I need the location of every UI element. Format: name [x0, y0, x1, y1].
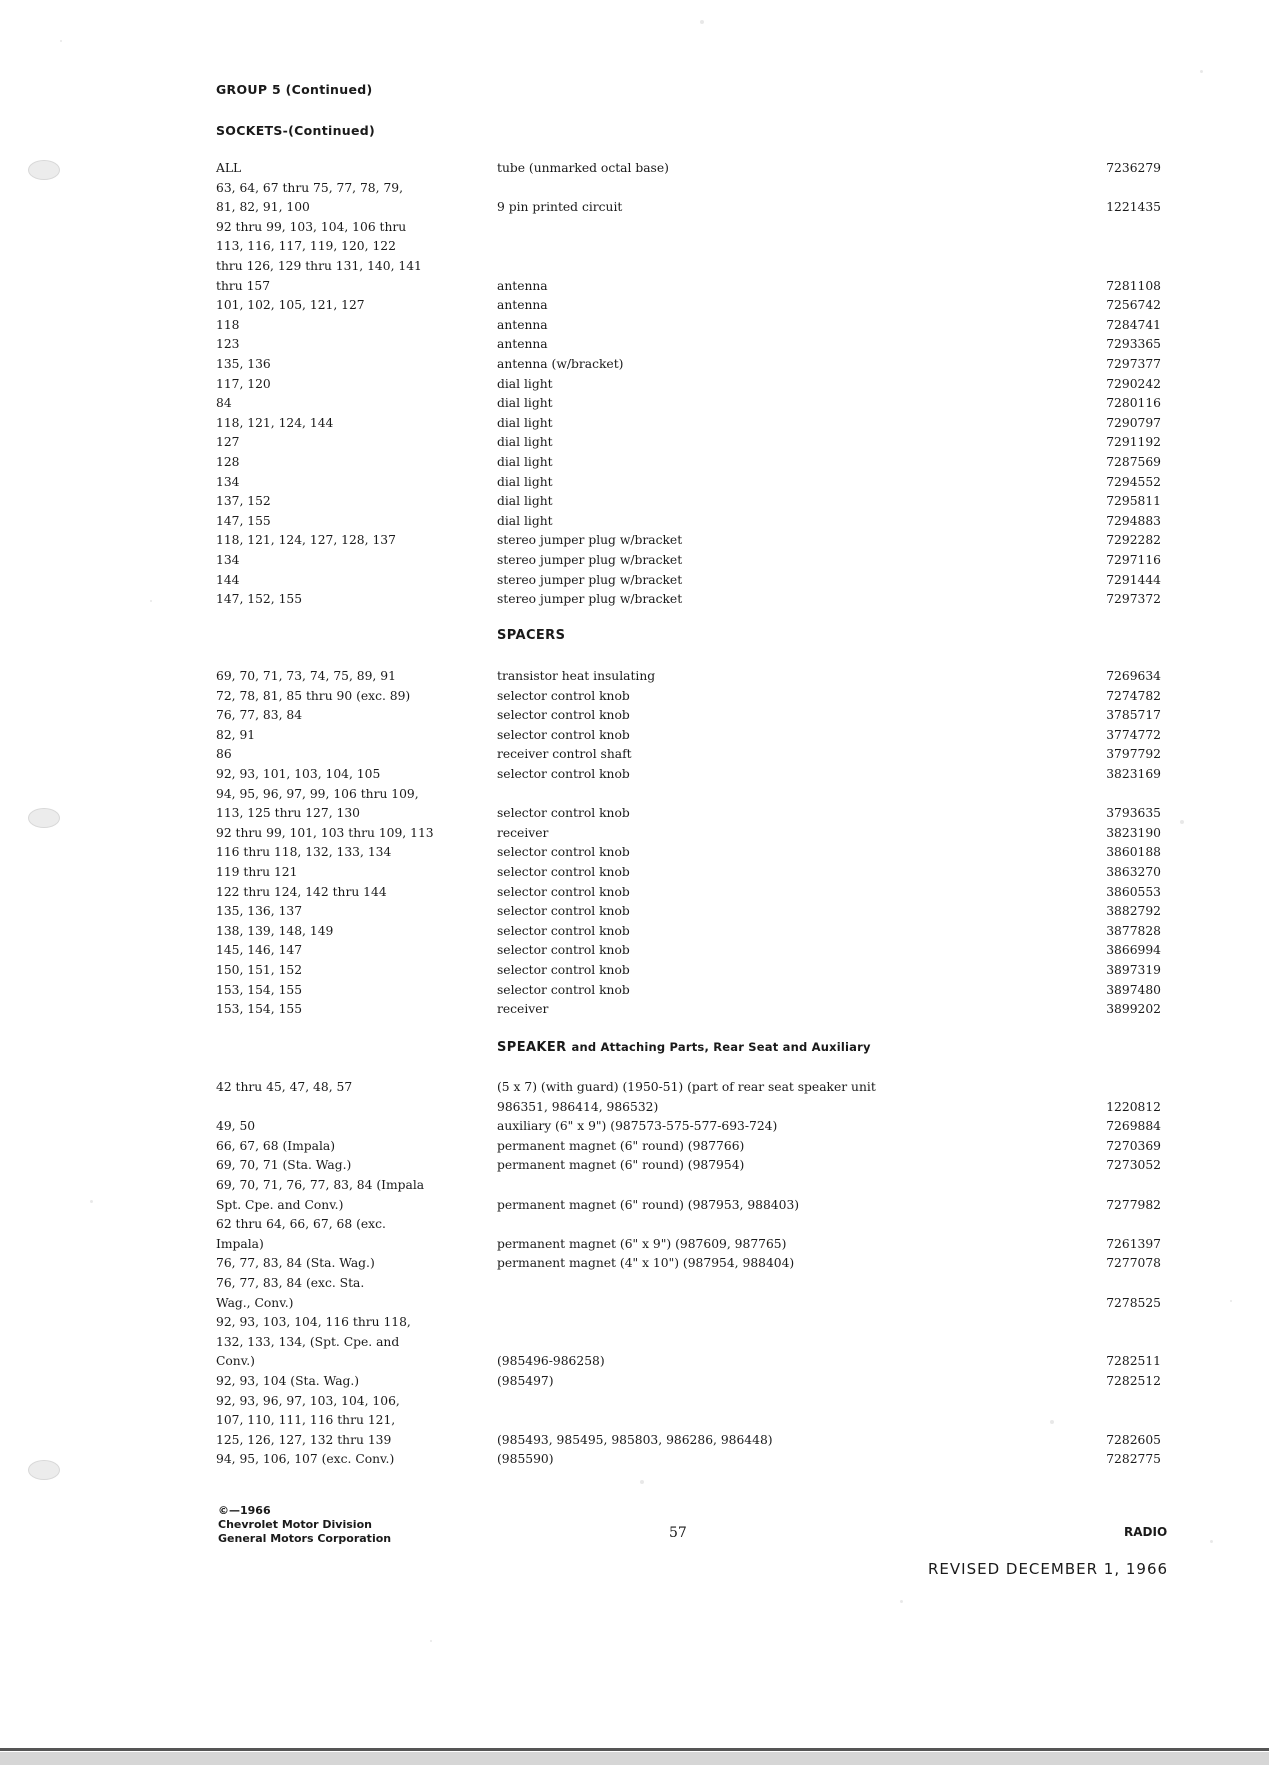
part-description: selector control knob: [497, 708, 630, 723]
part-description: [497, 1274, 1091, 1294]
part-number: 7297377: [1106, 357, 1161, 371]
socket-row: [0, 492, 1269, 512]
part-number: 7280116: [1106, 396, 1161, 411]
part-description: selector control knob: [497, 806, 630, 821]
part-description: 9 pin printed circuit: [497, 200, 623, 215]
socket-row: [0, 433, 1269, 453]
socket-row: [0, 590, 1269, 610]
part-description: selector control knob: [497, 688, 630, 703]
model-numbers: 76, 77, 83, 84 (exc. Sta. Wag., Conv.): [216, 1276, 365, 1310]
socket-row: [0, 159, 1269, 179]
scan-speck: [90, 1200, 93, 1203]
spacer-row: [0, 687, 1269, 707]
part-number: 3860188: [1106, 845, 1161, 860]
part-description: (985590): [497, 1452, 554, 1467]
model-numbers: 128: [216, 455, 240, 469]
part-number: 7236279: [1106, 161, 1161, 175]
part-number: 7290242: [1106, 376, 1161, 391]
model-numbers: 123: [216, 337, 240, 352]
part-number: 3785717: [1106, 708, 1161, 723]
part-description: selector control knob: [497, 923, 630, 938]
model-numbers: 94, 95, 96, 97, 99, 106 thru 109, 113, 125 thru 127, 130: [216, 786, 419, 821]
part-description: permanent magnet (6" round) (987766): [497, 1138, 745, 1153]
spacer-row: [0, 922, 1269, 942]
speaker-row: [0, 1156, 1269, 1176]
part-description: antenna (w/bracket): [497, 357, 624, 371]
part-number: 7269634: [1106, 669, 1161, 683]
speaker-row: [0, 1254, 1269, 1274]
socket-row: [0, 375, 1269, 395]
model-numbers: 134: [216, 553, 240, 567]
model-numbers: 76, 77, 83, 84 (Sta. Wag.): [216, 1256, 375, 1271]
speaker-row: [0, 1450, 1269, 1470]
scan-speck: [1230, 1300, 1232, 1302]
model-numbers: 84: [216, 396, 232, 411]
part-description: selector control knob: [497, 884, 630, 899]
part-description: selector control knob: [497, 943, 630, 958]
part-description: dial light: [497, 513, 553, 528]
part-number: 7291192: [1106, 435, 1161, 450]
socket-row: [0, 531, 1269, 551]
part-number: 7273052: [1106, 1158, 1161, 1173]
socket-row: [0, 179, 1269, 218]
part-number: 3823169: [1106, 767, 1161, 781]
part-number: 7269884: [1106, 1119, 1161, 1134]
model-numbers: 82, 91: [216, 727, 256, 742]
spacer-row: [0, 726, 1269, 746]
model-numbers: 118: [216, 317, 240, 332]
part-number: 7277982: [1106, 1197, 1161, 1212]
part-number: 3860553: [1106, 884, 1161, 899]
part-number: 7282775: [1106, 1452, 1161, 1467]
part-number: 3897319: [1106, 963, 1161, 977]
section-title-spacers: SPACERS: [497, 628, 566, 643]
part-description: antenna: [497, 317, 548, 332]
speaker-row: [0, 1117, 1269, 1137]
section-title-speaker: [497, 1040, 871, 1055]
speaker-row: [0, 1078, 1269, 1117]
spacer-row: [0, 843, 1269, 863]
page-edge: [0, 1748, 1269, 1751]
model-numbers: 117, 120: [216, 376, 271, 391]
model-numbers: 63, 64, 67 thru 75, 77, 78, 79, 81, 82, 91, 100: [216, 180, 404, 215]
model-numbers: 92 thru 99, 101, 103 thru 109, 113: [216, 825, 434, 840]
scan-speck: [1050, 1420, 1054, 1424]
part-number: 3823190: [1106, 825, 1161, 840]
speaker-row: [0, 1215, 1269, 1254]
part-number: 7290797: [1106, 415, 1161, 430]
model-numbers: 69, 70, 71, 76, 77, 83, 84 (Impala Spt. Cpe. and Conv.): [216, 1178, 425, 1212]
part-description: dial light: [497, 494, 553, 509]
part-number: 7294552: [1106, 474, 1161, 489]
spacer-row: [0, 902, 1269, 922]
part-description: stereo jumper plug w/bracket: [497, 553, 683, 567]
model-numbers: 134: [216, 474, 240, 489]
model-numbers: 76, 77, 83, 84: [216, 708, 303, 723]
speaker-row: [0, 1137, 1269, 1157]
speaker-title-bold: SPEAKER: [497, 1040, 567, 1055]
model-numbers: 66, 67, 68 (Impala): [216, 1138, 336, 1153]
model-numbers: 138, 139, 148, 149: [216, 923, 334, 938]
scan-speck: [900, 1600, 903, 1603]
part-description: transistor heat insulating: [497, 669, 656, 683]
part-description: selector control knob: [497, 727, 630, 742]
model-numbers: 127: [216, 435, 240, 450]
socket-row: [0, 512, 1269, 532]
part-number: 3774772: [1106, 727, 1161, 742]
scan-speck: [700, 20, 704, 24]
part-description: dial light: [497, 435, 553, 450]
spacer-row: [0, 883, 1269, 903]
part-description: receiver: [497, 1002, 549, 1017]
model-numbers: 137, 152: [216, 494, 271, 509]
part-description: dial light: [497, 396, 553, 411]
part-description: dial light: [497, 376, 553, 391]
part-number: 7295811: [1106, 494, 1161, 509]
part-description: permanent magnet (6" round) (987953, 988403): [497, 1197, 800, 1212]
part-number: 3866994: [1106, 943, 1161, 958]
model-numbers: 62 thru 64, 66, 67, 68 (exc. Impala): [216, 1217, 386, 1251]
model-numbers: 92 thru 99, 103, 104, 106 thru 113, 116, 117, 119, 120, 122 thru 126, 129 thru 131, 140, 141 thru 157: [216, 219, 422, 293]
model-numbers: ALL: [216, 161, 242, 175]
socket-row: [0, 571, 1269, 591]
part-description: (985497): [497, 1374, 554, 1388]
footer-section: RADIO: [1124, 1525, 1168, 1539]
model-numbers: 92, 93, 101, 103, 104, 105: [216, 767, 381, 781]
model-numbers: 101, 102, 105, 121, 127: [216, 298, 365, 313]
socket-row: [0, 453, 1269, 473]
model-numbers: 118, 121, 124, 127, 128, 137: [216, 533, 396, 548]
part-number: 3863270: [1106, 865, 1161, 879]
spacer-row: [0, 667, 1269, 687]
socket-row: [0, 218, 1269, 296]
part-description: selector control knob: [497, 767, 630, 781]
part-description: dial light: [497, 474, 553, 489]
model-numbers: 147, 152, 155: [216, 592, 303, 607]
socket-row: [0, 414, 1269, 434]
scan-background: [0, 1752, 1269, 1765]
part-number: 7282605: [1106, 1432, 1161, 1447]
footer-division: Chevrolet Motor Division: [218, 1518, 372, 1531]
part-description: permanent magnet (6" x 9") (987609, 987765): [497, 1236, 787, 1251]
model-numbers: 119 thru 121: [216, 865, 298, 879]
part-number: 7282512: [1106, 1374, 1161, 1388]
model-numbers: 92, 93, 104 (Sta. Wag.): [216, 1374, 360, 1388]
spacer-row: [0, 961, 1269, 981]
part-number: 7284741: [1106, 317, 1161, 332]
part-number: 7292282: [1106, 533, 1161, 548]
part-description: stereo jumper plug w/bracket: [497, 572, 683, 587]
spacer-row: [0, 745, 1269, 765]
part-number: 7287569: [1106, 455, 1161, 469]
part-description: permanent magnet (4" x 10") (987954, 988404): [497, 1256, 795, 1271]
spacer-row: [0, 785, 1269, 824]
scan-speck: [1200, 70, 1203, 73]
part-number: 3897480: [1106, 982, 1161, 997]
socket-row: [0, 394, 1269, 414]
model-numbers: 135, 136: [216, 357, 271, 371]
part-number: 1220812: [1106, 1099, 1161, 1114]
part-description: selector control knob: [497, 904, 630, 919]
model-numbers: 86: [216, 747, 232, 762]
part-description: selector control knob: [497, 982, 630, 997]
part-number: 7297116: [1106, 553, 1161, 567]
scan-speck: [1180, 820, 1184, 824]
model-numbers: 153, 154, 155: [216, 982, 303, 997]
scan-speck: [150, 600, 152, 602]
part-number: 7256742: [1106, 298, 1161, 313]
part-description: antenna: [497, 298, 548, 313]
speaker-row: [0, 1274, 1269, 1313]
model-numbers: 92, 93, 103, 104, 116 thru 118, 132, 133, 134, (Spt. Cpe. and Conv.): [216, 1315, 411, 1369]
model-numbers: 69, 70, 71 (Sta. Wag.): [216, 1158, 352, 1173]
page-number: 57: [669, 1525, 687, 1541]
part-number: 7282511: [1106, 1354, 1161, 1369]
part-number: 7277078: [1106, 1256, 1161, 1271]
model-numbers: 118, 121, 124, 144: [216, 415, 334, 430]
scan-speck: [640, 1480, 644, 1484]
part-number: 7281108: [1106, 278, 1161, 293]
model-numbers: 153, 154, 155: [216, 1002, 303, 1017]
socket-row: [0, 316, 1269, 336]
part-description: selector control knob: [497, 963, 630, 977]
socket-row: [0, 296, 1269, 316]
model-numbers: 150, 151, 152: [216, 963, 303, 977]
part-description: stereo jumper plug w/bracket: [497, 592, 683, 607]
spacer-row: [0, 824, 1269, 844]
part-description: permanent magnet (6" round) (987954): [497, 1158, 745, 1173]
speaker-row: [0, 1372, 1269, 1392]
part-number: 7297372: [1106, 592, 1161, 607]
scan-speck: [430, 1640, 432, 1642]
model-numbers: 49, 50: [216, 1119, 256, 1134]
part-description: selector control knob: [497, 865, 630, 879]
socket-row: [0, 355, 1269, 375]
part-description: (985496-986258): [497, 1354, 605, 1369]
part-number: 3877828: [1106, 923, 1161, 938]
model-numbers: 116 thru 118, 132, 133, 134: [216, 845, 392, 860]
socket-row: [0, 335, 1269, 355]
model-numbers: 92, 93, 96, 97, 103, 104, 106, 107, 110, 111, 116 thru 121, 125, 126, 127, 132 thru 139: [216, 1393, 400, 1447]
speaker-title-rest: and Attaching Parts, Rear Seat and Auxiliary: [571, 1040, 871, 1054]
model-numbers: 72, 78, 81, 85 thru 90 (exc. 89): [216, 688, 411, 703]
part-description: antenna: [497, 337, 548, 352]
group-header: GROUP 5 (Continued): [216, 82, 373, 97]
part-number: 7291444: [1106, 572, 1161, 587]
part-description: dial light: [497, 415, 553, 430]
footer-revised: REVISED DECEMBER 1, 1966: [928, 1560, 1169, 1578]
model-numbers: 69, 70, 71, 73, 74, 75, 89, 91: [216, 669, 396, 683]
scan-speck: [60, 40, 62, 42]
part-number: 7274782: [1106, 688, 1161, 703]
footer-corp: General Motors Corporation: [218, 1532, 392, 1545]
part-description: tube (unmarked octal base): [497, 161, 669, 175]
part-number: 3882792: [1106, 904, 1161, 919]
speaker-row: [0, 1313, 1269, 1372]
part-number: 7294883: [1106, 513, 1161, 528]
spacer-row: [0, 863, 1269, 883]
part-description: antenna: [497, 278, 548, 293]
part-description: receiver: [497, 825, 549, 840]
spacer-row: [0, 706, 1269, 726]
part-description: stereo jumper plug w/bracket: [497, 533, 683, 548]
part-number: 3797792: [1106, 747, 1161, 762]
model-numbers: 144: [216, 572, 240, 587]
scan-speck: [1210, 1540, 1213, 1543]
part-description: (985493, 985495, 985803, 986286, 986448): [497, 1432, 773, 1447]
spacer-row: [0, 981, 1269, 1001]
part-number: 7270369: [1106, 1138, 1161, 1153]
footer-copyright: ©—1966: [218, 1504, 271, 1517]
model-numbers: 147, 155: [216, 513, 271, 528]
model-numbers: 42 thru 45, 47, 48, 57: [216, 1080, 353, 1094]
model-numbers: 135, 136, 137: [216, 904, 303, 919]
speaker-row: [0, 1392, 1269, 1451]
part-number: 7261397: [1106, 1236, 1161, 1251]
speaker-row: [0, 1176, 1269, 1215]
model-numbers: 94, 95, 106, 107 (exc. Conv.): [216, 1452, 395, 1467]
part-number: 1221435: [1106, 200, 1161, 215]
socket-row: [0, 551, 1269, 571]
part-number: 3899202: [1106, 1002, 1161, 1017]
part-description: selector control knob: [497, 845, 630, 860]
part-description: auxiliary (6" x 9") (987573-575-577-693-724): [497, 1119, 778, 1134]
part-description: dial light: [497, 455, 553, 469]
part-number: 7278525: [1106, 1295, 1161, 1310]
spacer-row: [0, 1000, 1269, 1020]
part-number: 3793635: [1106, 806, 1161, 821]
section-header-sockets: SOCKETS-(Continued): [216, 123, 376, 138]
socket-row: [0, 473, 1269, 493]
part-description: receiver control shaft: [497, 747, 632, 762]
part-description: (5 x 7) (with guard) (1950-51) (part of rear seat speaker unit 986351, 986414, 986532): [497, 1080, 876, 1114]
model-numbers: 145, 146, 147: [216, 943, 303, 958]
spacer-row: [0, 941, 1269, 961]
spacer-row: [0, 765, 1269, 785]
part-number: 7293365: [1106, 337, 1161, 352]
model-numbers: 122 thru 124, 142 thru 144: [216, 884, 387, 899]
